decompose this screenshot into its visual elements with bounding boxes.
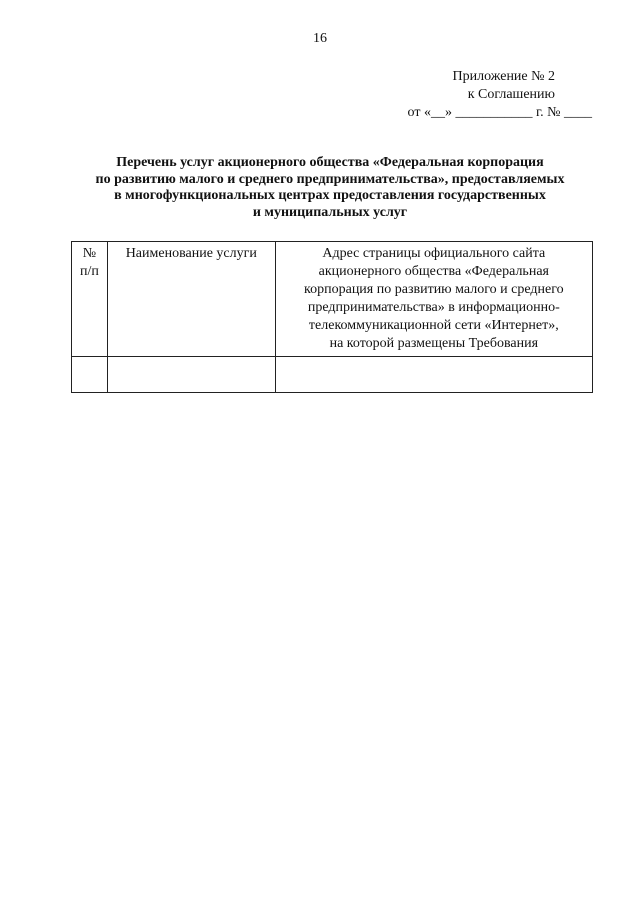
header-address-line-1: Адрес страницы официального сайта — [322, 246, 546, 261]
table-row — [72, 357, 593, 393]
document-title — [70, 155, 590, 221]
header-number-line-1: № — [82, 246, 97, 261]
services-table — [71, 241, 593, 393]
appendix-reference: к Соглашению — [467, 87, 555, 102]
table-header-row — [72, 242, 593, 357]
header-service-name-text: Наименование услуги — [125, 246, 257, 261]
header-address-line-4: предпринимательства» в информационно- — [307, 300, 560, 315]
title-line-4: и муниципальных услуг — [252, 204, 408, 220]
cell-website-address — [275, 357, 592, 393]
header-website-address — [275, 242, 592, 357]
cell-service-name — [107, 357, 275, 393]
cell-number — [72, 357, 108, 393]
header-address-line-6: на которой размещены Требования — [329, 336, 539, 351]
appendix-date-number: от «__» ___________ г. № ____ — [407, 105, 592, 120]
appendix-header — [352, 68, 592, 122]
header-service-name — [107, 242, 275, 357]
header-number-line-2: п/п — [80, 264, 99, 279]
title-line-3: в многофункциональных центрах предоставления государственных — [114, 188, 546, 203]
header-address-line-3: корпорация по развитию малого и среднего — [304, 282, 564, 297]
header-address-line-2: акционерного общества «Федеральная — [318, 264, 549, 279]
appendix-number: Приложение № 2 — [452, 69, 555, 84]
title-line-2: по развитию малого и среднего предпринимательства», предоставляемых — [95, 171, 565, 187]
page-number: 16 — [313, 31, 327, 46]
title-line-1: Перечень услуг акционерного общества «Федеральная корпорация — [116, 155, 544, 170]
header-address-line-5: телекоммуникационной сети «Интернет», — [308, 318, 559, 333]
header-number — [72, 242, 108, 357]
